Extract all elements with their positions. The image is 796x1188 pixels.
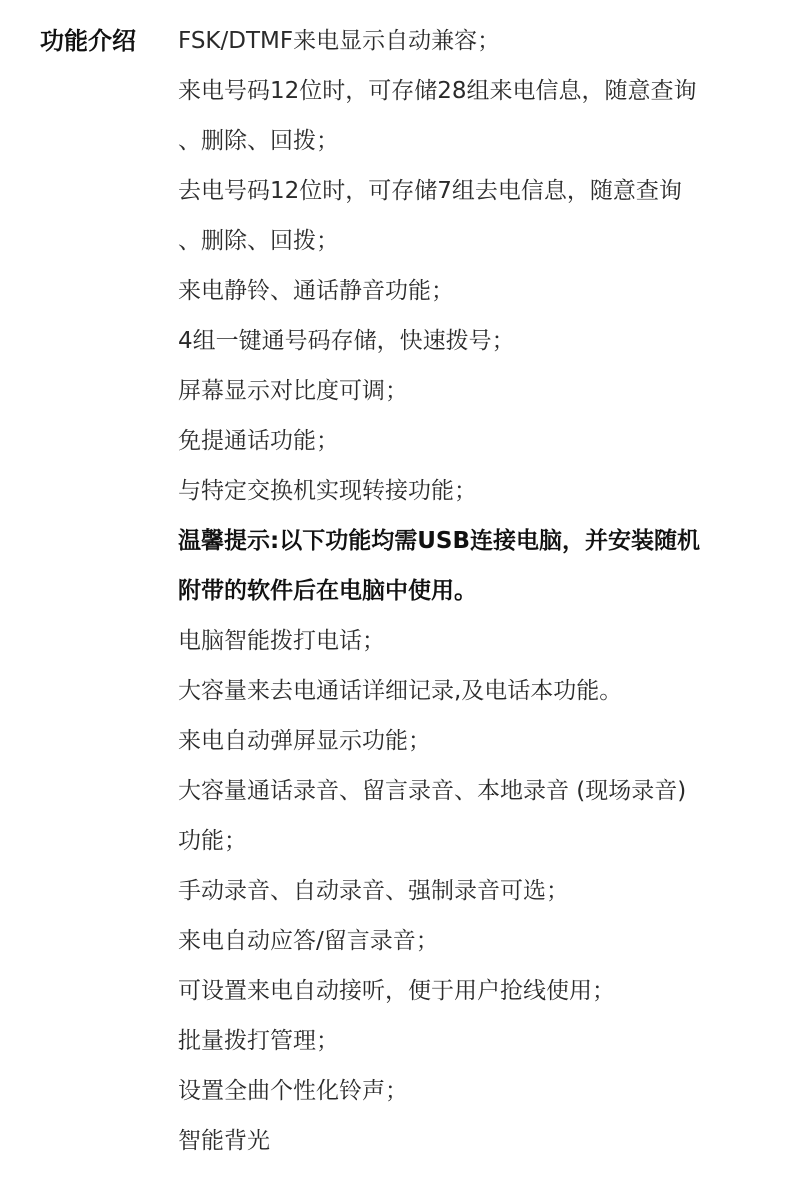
feature-line: 功能； xyxy=(178,828,247,854)
feature-line: 来电自动弹屏显示功能； xyxy=(178,728,431,754)
feature-line: 4组一键通号码存储，快速拨号； xyxy=(178,328,515,354)
section-label: 功能介绍 xyxy=(40,27,136,55)
feature-line: FSK/DTMF来电显示自动兼容； xyxy=(178,28,501,54)
feature-line: 智能背光 xyxy=(178,1128,270,1154)
feature-line: 免提通话功能； xyxy=(178,428,339,454)
feature-line: 与特定交换机实现转接功能； xyxy=(178,478,477,504)
feature-line: 屏幕显示对比度可调； xyxy=(178,378,408,404)
feature-line: 设置全曲个性化铃声； xyxy=(178,1078,408,1104)
feature-line: 来电号码12位时，可存储28组来电信息，随意查询 xyxy=(178,78,697,104)
feature-line: 、删除、回拨； xyxy=(178,128,339,154)
feature-line: 来电静铃、通话静音功能； xyxy=(178,278,454,304)
feature-line: 大容量通话录音、留言录音、本地录音 (现场录音) xyxy=(178,778,687,804)
notice-line: 温馨提示:以下功能均需USB连接电脑，并安装随机 xyxy=(178,528,700,554)
feature-line: 批量拨打管理； xyxy=(178,1028,339,1054)
feature-line: 手动录音、自动录音、强制录音可选； xyxy=(178,878,569,904)
feature-line: 大容量来去电通话详细记录,及电话本功能。 xyxy=(178,678,623,704)
feature-line: 去电号码12位时，可存储7组去电信息，随意查询 xyxy=(178,178,682,204)
feature-line: 来电自动应答/留言录音； xyxy=(178,928,439,954)
feature-line: 、删除、回拨； xyxy=(178,228,339,254)
feature-line: 电脑智能拨打电话； xyxy=(178,628,385,654)
notice-line: 附带的软件后在电脑中使用。 xyxy=(178,578,477,604)
feature-list xyxy=(178,21,778,1171)
feature-line: 可设置来电自动接听，便于用户抢线使用； xyxy=(178,978,615,1004)
